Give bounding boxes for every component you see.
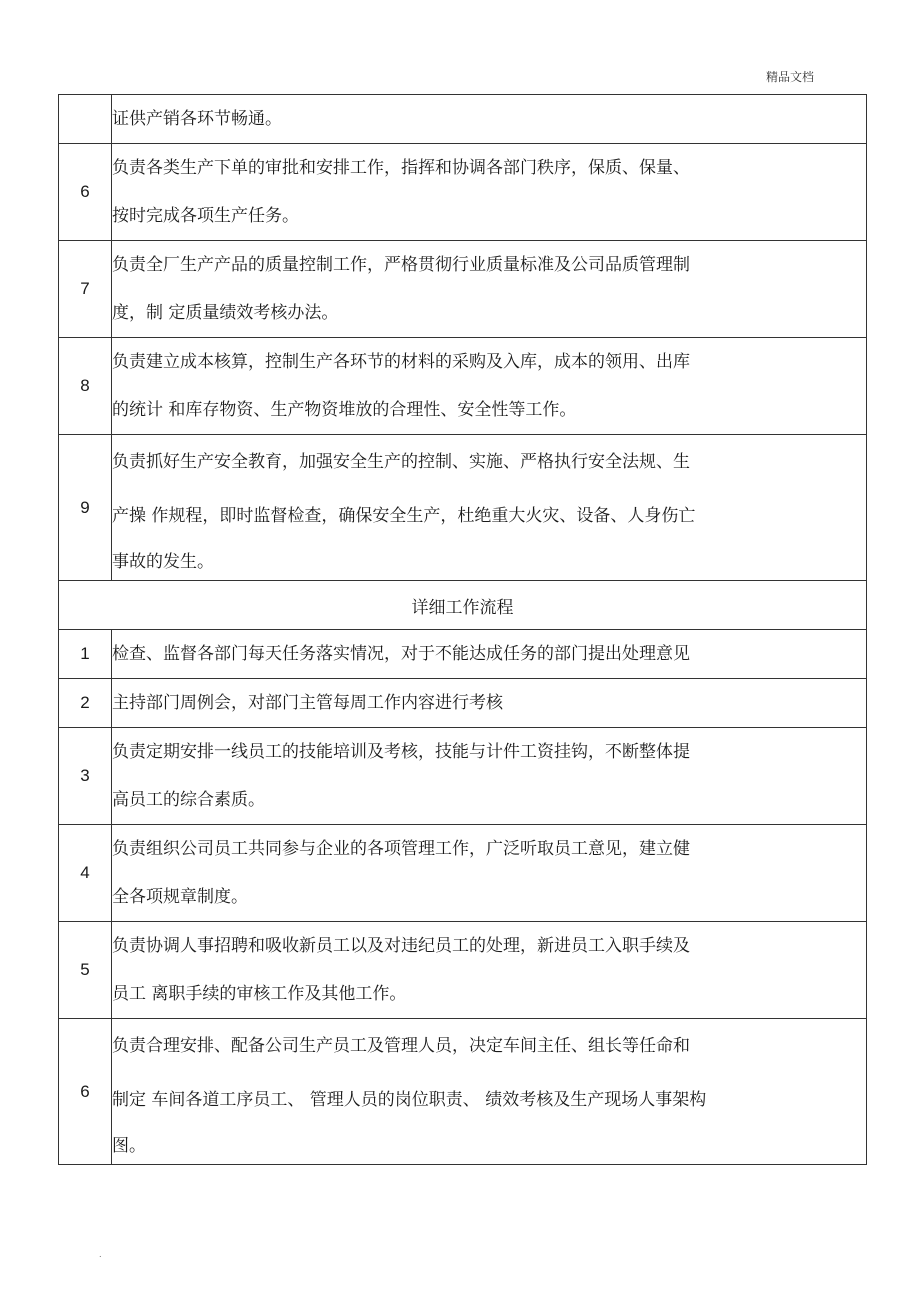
table-row <box>59 630 867 679</box>
text-line: 负责全厂生产产品的质量控制工作，严格贯彻行业质量标准及公司品质管理制 <box>112 255 690 275</box>
text-line: 负责各类生产下单的审批和安排工作，指挥和协调各部门秩序，保质、保量、 <box>112 158 690 178</box>
row-number: 4 <box>59 825 112 922</box>
text-line: 图。 <box>112 1135 146 1156</box>
table-row <box>59 95 867 144</box>
table-row <box>59 338 867 435</box>
row-text <box>112 922 867 1019</box>
row-text <box>112 435 867 581</box>
footer-dot: . <box>99 1250 102 1259</box>
text-line: 负责合理安排、配备公司生产员工及管理人员，决定车间主任、组长等任命和 <box>112 1035 690 1056</box>
text-line: 按时完成各项生产任务。 <box>112 206 299 226</box>
text-line: 的统计 和库存物资、生产物资堆放的合理性、安全性等工作。 <box>112 400 577 420</box>
row-number: 1 <box>59 630 112 679</box>
row-number: 2 <box>59 679 112 728</box>
row-text <box>112 144 867 241</box>
table-row <box>59 728 867 825</box>
row-text <box>112 825 867 922</box>
row-text <box>112 679 867 728</box>
table-row <box>59 1019 867 1165</box>
table-row <box>59 435 867 581</box>
row-text <box>112 338 867 435</box>
text-line: 负责协调人事招聘和吸收新员工以及对违纪员工的处理，新进员工入职手续及 <box>112 936 690 956</box>
table-row <box>59 144 867 241</box>
text-line: 事故的发生。 <box>112 551 214 572</box>
text-line: 检查、监督各部门每天任务落实情况，对于不能达成任务的部门提出处理意见 <box>112 644 690 664</box>
row-number: 9 <box>59 435 112 581</box>
section-title: 详细工作流程 <box>59 581 867 630</box>
row-number: 5 <box>59 922 112 1019</box>
row-number: 7 <box>59 241 112 338</box>
text-line: 度，制 定质量绩效考核办法。 <box>112 303 339 323</box>
table-row <box>59 241 867 338</box>
text-line: 员工 离职手续的审核工作及其他工作。 <box>112 984 407 1004</box>
row-number: 3 <box>59 728 112 825</box>
text-line: 主持部门周例会，对部门主管每周工作内容进行考核 <box>112 693 503 713</box>
text-line: 负责定期安排一线员工的技能培训及考核，技能与计件工资挂钩，不断整体提 <box>112 742 690 762</box>
row-text <box>112 728 867 825</box>
text-line: 高员工的综合素质。 <box>112 790 265 810</box>
row-text <box>112 95 867 144</box>
text-line: 负责组织公司员工共同参与企业的各项管理工作，广泛听取员工意见，建立健 <box>112 839 690 859</box>
table-row <box>59 679 867 728</box>
text-line: 制定 车间各道工序员工、 管理人员的岗位职责、 绩效考核及生产现场人事架构 <box>112 1089 707 1110</box>
table-row <box>59 922 867 1019</box>
text-line: 负责建立成本核算，控制生产各环节的材料的采购及入库，成本的领用、出库 <box>112 352 690 372</box>
text-line: 产操 作规程，即时监督检查，确保安全生产，杜绝重大火灾、设备、人身伤亡 <box>112 505 696 526</box>
duty-table <box>58 94 867 1165</box>
row-number: 6 <box>59 144 112 241</box>
header-watermark: 精品文档 <box>766 70 815 84</box>
row-number: 6 <box>59 1019 112 1165</box>
row-text <box>112 630 867 679</box>
row-text <box>112 1019 867 1165</box>
section-row <box>59 581 867 630</box>
row-text <box>112 241 867 338</box>
row-number <box>59 95 112 144</box>
text-line: 证供产销各环节畅通。 <box>112 109 282 129</box>
text-line: 全各项规章制度。 <box>112 887 248 907</box>
row-number: 8 <box>59 338 112 435</box>
text-line: 负责抓好生产安全教育，加强安全生产的控制、实施、严格执行安全法规、生 <box>112 451 690 472</box>
table-row <box>59 825 867 922</box>
